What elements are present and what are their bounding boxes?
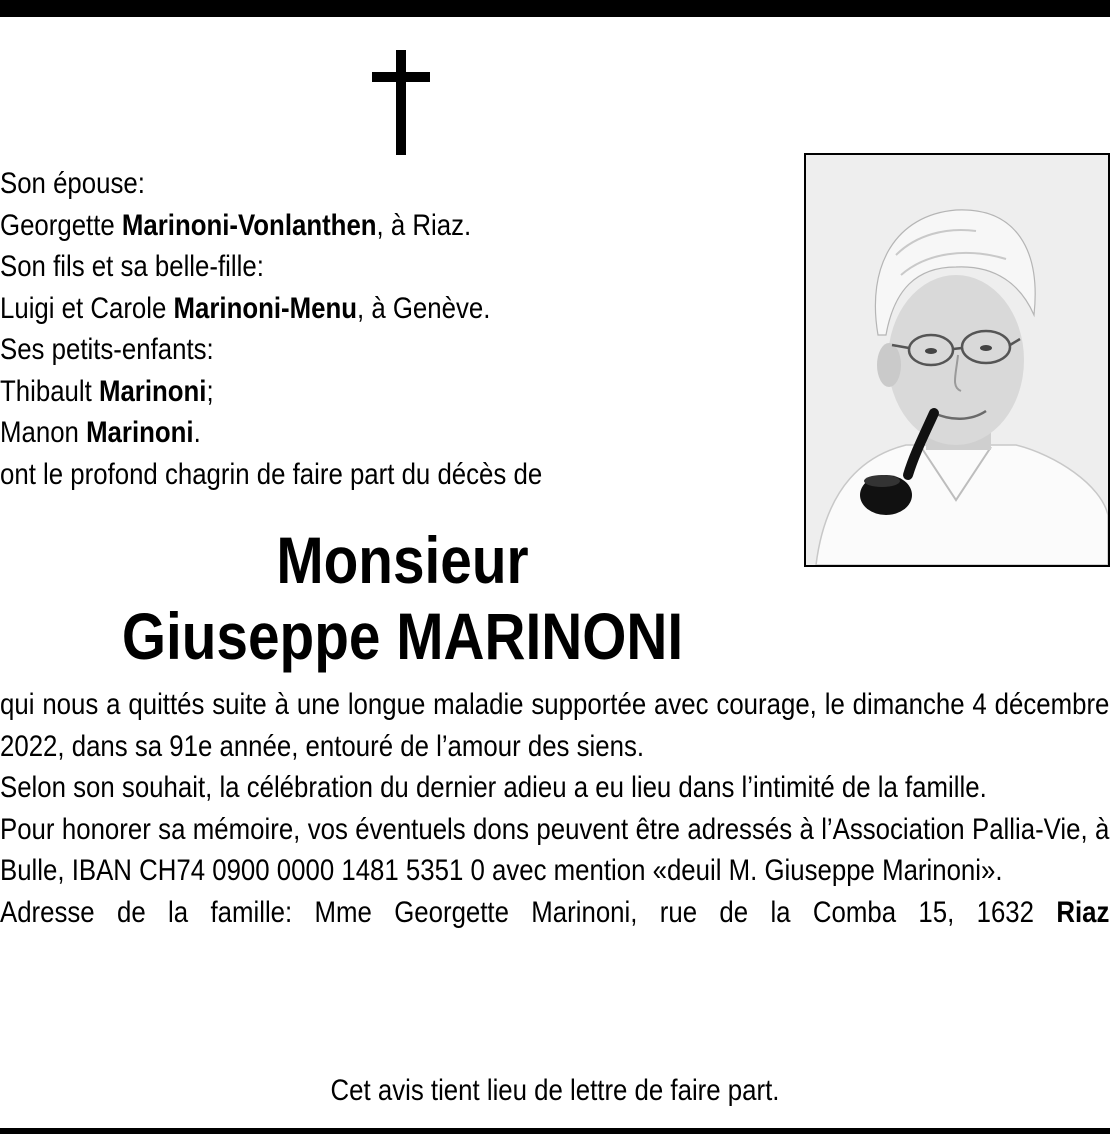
paragraph: Selon son souhait, la célébration du dernier adieu a eu lieu dans l’intimité de la famille. — [0, 771, 987, 804]
portrait-photo — [804, 153, 1110, 567]
intro-line: Manon Marinoni. — [0, 416, 201, 449]
announcement-body — [0, 684, 1109, 933]
paragraph: Pour honorer sa mémoire, vos éventuels dons peuvent être adressés à l’Association Pallia-Vie, à Bulle, IBAN CH74 0900 0000 1481 5351 0 avec mention «deuil M. Giuseppe Marinoni». — [0, 812, 1110, 887]
full-name: Giuseppe MARINONI — [121, 599, 684, 673]
intro-line: Georgette Marinoni-Vonlanthen, à Riaz. — [0, 208, 472, 242]
intro-line: Thibault Marinoni; — [0, 374, 214, 408]
bottom-rule — [0, 1128, 1110, 1134]
intro-line: Luigi et Carole Marinoni-Menu, à Genève. — [0, 291, 491, 325]
top-rule — [0, 0, 1110, 17]
intro-line: Ses petits-enfants: — [0, 333, 214, 366]
honorific: Monsieur — [276, 523, 529, 597]
intro-line: Son épouse: — [0, 167, 145, 200]
footer-note: Cet avis tient lieu de lettre de faire part. — [330, 1074, 780, 1107]
deceased-name — [0, 522, 805, 674]
cross-icon — [372, 50, 430, 155]
paragraph: qui nous a quittés suite à une longue maladie supportée avec courage, le dimanche 4 décembre 2022, dans sa 91e année, entouré de l’amour des siens. — [0, 688, 1110, 763]
family-address: Adresse de la famille: Mme Georgette Marinoni, rue de la Comba 15, 1632 Riaz — [0, 895, 1110, 929]
intro-line: Son fils et sa belle-fille: — [0, 250, 264, 283]
intro-line: ont le profond chagrin de faire part du décès de — [0, 457, 543, 491]
family-announcement — [0, 163, 679, 495]
